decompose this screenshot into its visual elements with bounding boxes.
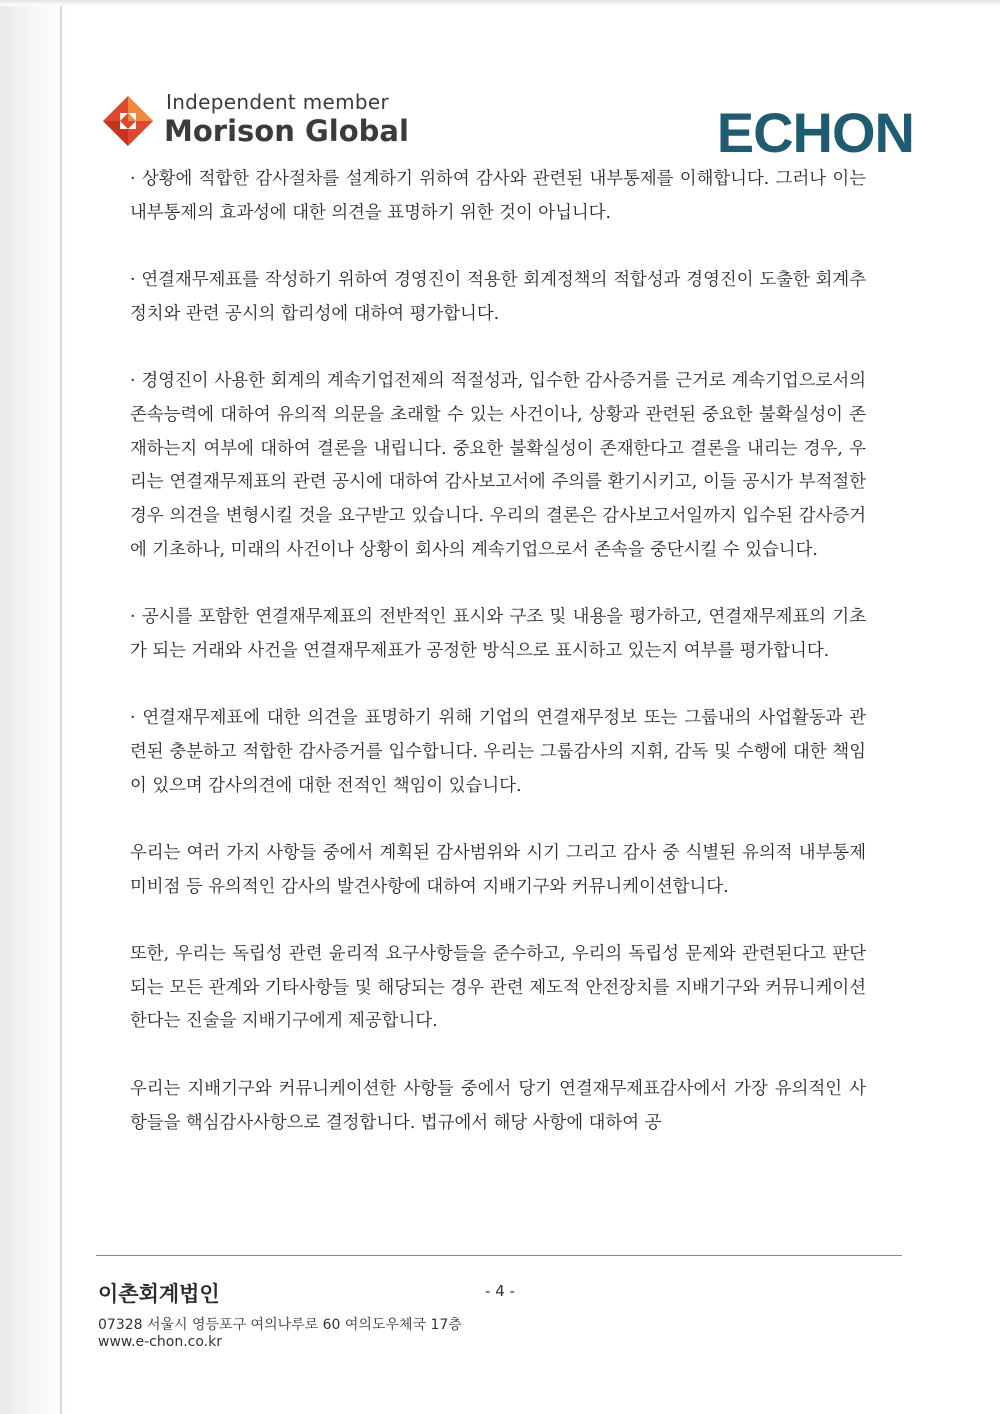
paragraph: · 연결재무제표에 대한 의견을 표명하기 위해 기업의 연결재무정보 또는 그룹내의 사업활동과 관련된 충분하고 적합한 감사증거를 입수합니다. 우리는 그룹감사의 지휘, 감독 및 수행에 대한 책임이 있으며 감사의견에 대한 전적인 책임이 있습니다. <box>130 708 866 796</box>
document-body <box>130 163 866 1140</box>
paragraph: · 경영진이 사용한 회계의 계속기업전제의 적절성과, 입수한 감사증거를 근거로 계속기업으로서의 존속능력에 대하여 유의적 의문을 초래할 수 있는 사건이나, 상황과 관련된 중요한 불확실성이 존재하는지 여부에 대하여 결론을 내립니다. 중요한 불확실성이 존재한다고 결론을 내리는 경우, 우리는 연결재무제표의 관련 공시에 대하여 감사보고서에 주의를 환기시키고, 이들 공시가 부적절한 경우 의견을 변형시킬 것을 요구받고 있습니다. 우리의 결론은 감사보고서일까지 입수된 감사증거에 기초하나, 미래의 사건이나 상황이 회사의 계속기업으로서 존속을 중단시킬 수 있습니다. <box>130 371 866 560</box>
paragraph: 우리는 지배기구와 커뮤니케이션한 사항들 중에서 당기 연결재무제표감사에서 가장 유의적인 사항들을 핵심감사사항으로 결정합니다. 법규에서 해당 사항에 대하여 공 <box>130 1078 866 1133</box>
paragraph: · 연결재무제표를 작성하기 위하여 경영진이 적용한 회계정책의 적합성과 경영진이 도출한 회계추정치와 관련 공시의 합리성에 대하여 평가합니다. <box>130 270 866 324</box>
scan-binding-edge <box>60 0 62 1414</box>
firm-logo: ECHON <box>716 101 914 164</box>
paragraph: · 공시를 포함한 연결재무제표의 전반적인 표시와 구조 및 내용을 평가하고, 연결재무제표의 기초가 되는 거래와 사건을 연결재무제표가 공정한 방식으로 표시하고 있는지 여부를 평가합니다. <box>130 607 866 661</box>
scan-top-edge <box>0 0 1000 6</box>
footer-website: www.e-chon.co.kr <box>98 1334 222 1350</box>
member-line: Independent member <box>166 90 390 114</box>
paragraph: 또한, 우리는 독립성 관련 윤리적 요구사항들을 준수하고, 우리의 독립성 문제와 관련된다고 판단되는 모든 관계와 기타사항들 및 해당되는 경우 관련 제도적 안전장치를 지배기구와 커뮤니케이션한다는 진술을 지배기구에게 제공합니다. <box>130 944 866 1032</box>
brand-name: Morison Global <box>164 114 409 148</box>
paragraph: 우리는 여러 가지 사항들 중에서 계획된 감사범위와 시기 그리고 감사 중 식별된 유의적 내부통제 미비점 등 유의적인 감사의 발견사항에 대하여 지배기구와 커뮤니케이션합니다. <box>130 842 866 897</box>
morison-diamond-logo-icon <box>102 95 154 147</box>
page-number: - 4 - <box>485 1282 515 1300</box>
paragraph: · 상황에 적합한 감사절차를 설계하기 위하여 감사와 관련된 내부통제를 이해합니다. 그러나 이는 내부통제의 효과성에 대한 의견을 표명하기 위한 것이 아닙니다. <box>130 169 866 223</box>
footer-divider <box>96 1255 902 1256</box>
footer-firm-name: 이촌회계법인 <box>98 1282 220 1306</box>
footer-address: 07328 서울시 영등포구 여의나루로 60 여의도우체국 17층 <box>98 1317 462 1333</box>
